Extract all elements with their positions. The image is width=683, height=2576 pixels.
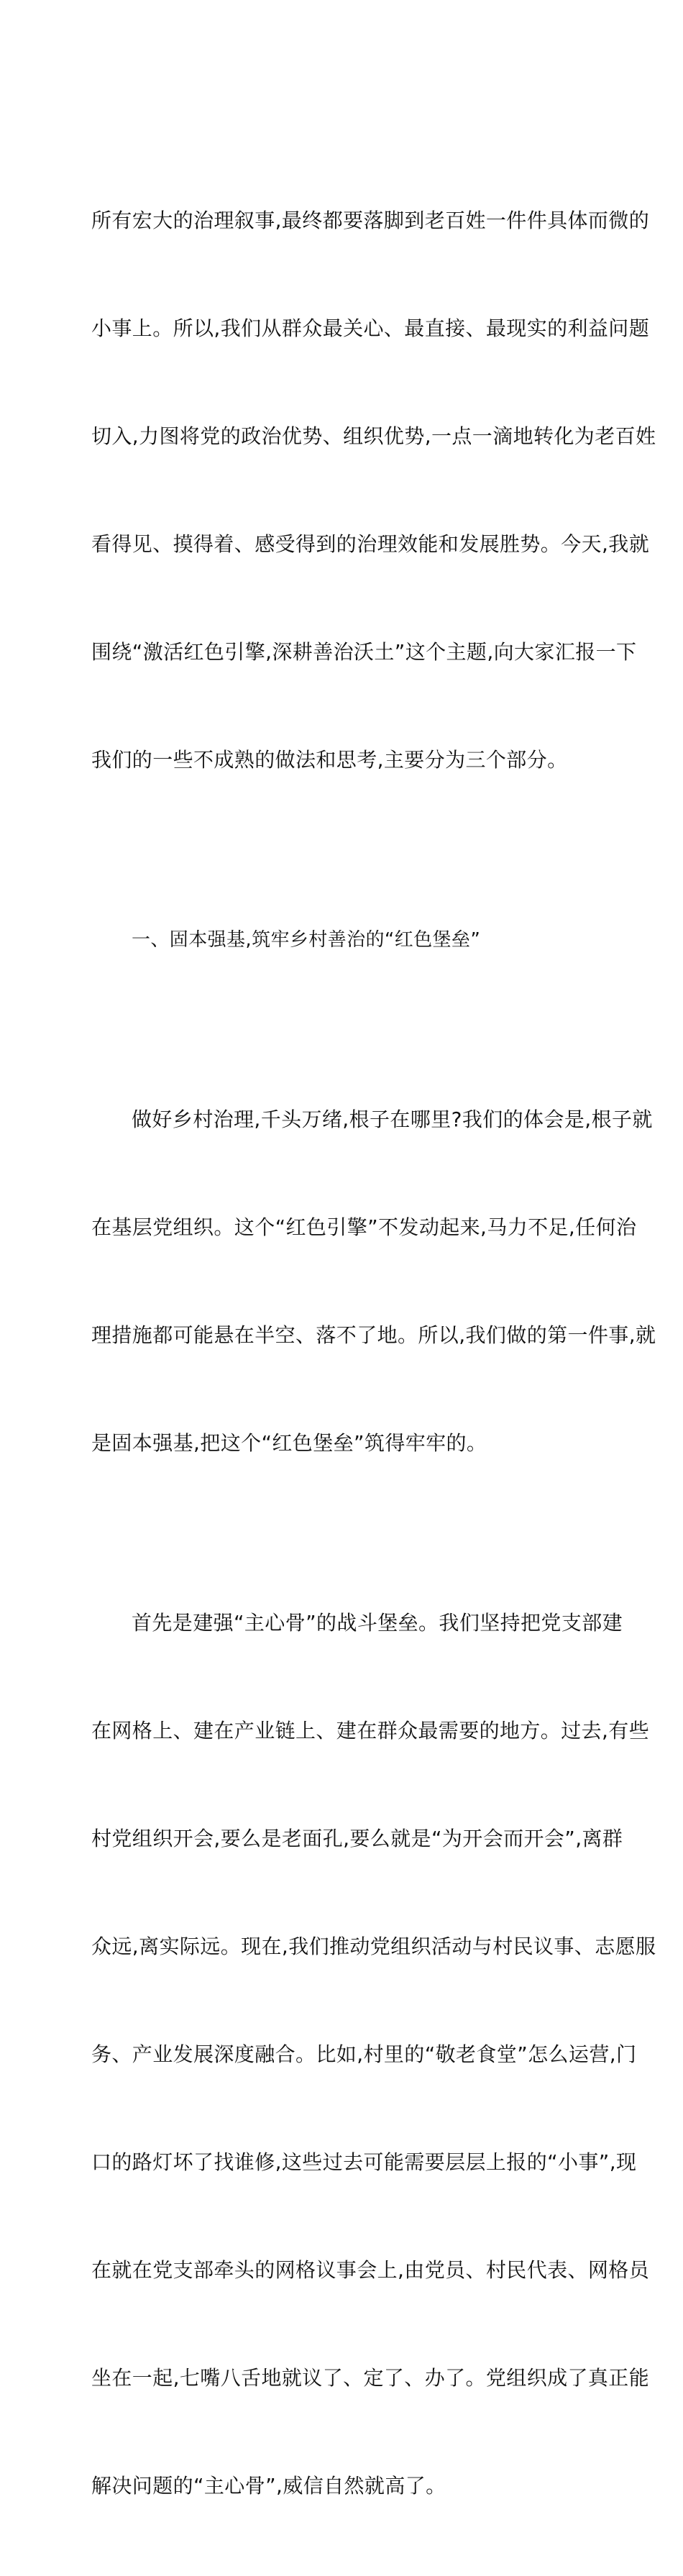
intro-paragraph [91,131,656,850]
text-line: 务、产业发展深度融合。比如,村里的“敬老食堂”怎么运营,门 [91,2042,637,2066]
section-heading [91,850,598,1030]
text-line: 理措施都可能悬在半空、落不了地。所以,我们做的第一件事,就 [91,1323,656,1347]
text-line: 小事上。所以,我们从群众最关心、最直接、最现实的利益问题 [91,316,650,340]
text-line: 是固本强基,把这个“红色堡垒”筑得牢牢的。 [91,1431,487,1455]
text-line: 在基层党组织。这个“红色引擎”不发动起来,马力不足,任何治 [91,1215,637,1239]
text-line: 看得见、摸得着、感受得到的治理效能和发展胜势。今天,我就 [91,532,650,556]
text-line: 所有宏大的治理叙事,最终都要落脚到老百姓一件件具体而微的 [91,209,650,232]
body-paragraph-2 [91,1533,656,2576]
text-line: 众远,离实际远。现在,我们推动党组织活动与村民议事、志愿服 [91,1935,656,1958]
text-line: 我们的一些不成熟的做法和思考,主要分为三个部分。 [91,748,568,772]
text-line: 切入,力图将党的政治优势、组织优势,一点一滴地转化为老百姓 [91,424,656,448]
text-line: 在网格上、建在产业链上、建在群众最需要的地方。过去,有些 [91,1719,650,1743]
text-line: 做好乡村治理,千头万绪,根子在哪里?我们的体会是,根子就 [132,1107,653,1131]
text-line: 在就在党支部牵头的网格议事会上,由党员、村民代表、网格员 [91,2258,650,2282]
document-body [91,131,656,2576]
text-line: 口的路灯坏了找谁修,这些过去可能需要层层上报的“小事”,现 [91,2150,637,2174]
text-line: 围绕“激活红色引擎,深耕善治沃土”这个主题,向大家汇报一下 [91,640,637,664]
body-paragraph-1 [91,1030,656,1533]
text-line: 村党组织开会,要么是老面孔,要么就是“为开会而开会”,离群 [91,1827,623,1850]
text-line: 坐在一起,七嘴八舌地就议了、定了、办了。党组织成了真正能 [91,2366,650,2390]
text-line: 解决问题的“主心骨”,威信自然就高了。 [91,2474,446,2498]
text-line: 首先是建强“主心骨”的战斗堡垒。我们坚持把党支部建 [132,1611,623,1635]
section-heading-text: 一、固本强基,筑牢乡村善治的“红色堡垒” [132,929,481,951]
